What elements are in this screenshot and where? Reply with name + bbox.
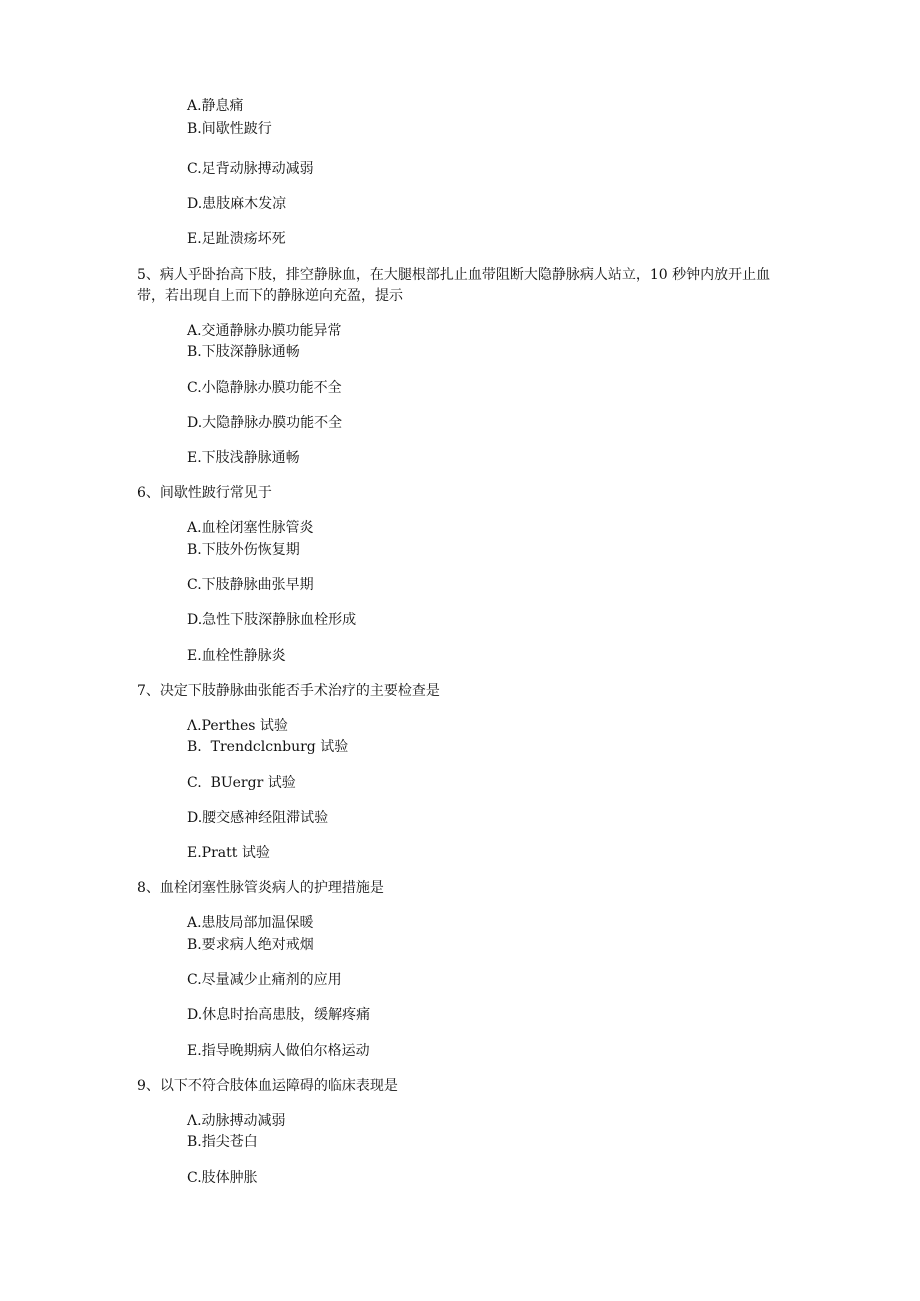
question-8-stem: 8、血栓闭塞性脉管炎病人的护理措施是 [137,880,384,896]
option-c: C.足背动脉搏动减弱 [187,161,314,177]
option-d: D.腰交感神经阻滞试验 [187,810,329,826]
option-c: C.尽量减少止痛剂的应用 [187,972,342,988]
option-b: B. Trendclcnburg 试验 [187,739,349,755]
option-a: A.交通静脉办膜功能异常 [187,323,342,339]
option-a: Λ.Perthes 试验 [187,718,288,734]
option-b: B.下肢深静脉通畅 [187,344,300,360]
option-d: D.休息时抬高患肢，缓解疼痛 [187,1007,371,1023]
option-d: D.患肢麻木发凉 [187,196,287,212]
option-b: B.要求病人绝对戒烟 [187,937,314,953]
option-e: E.足趾溃疡坏死 [187,231,286,247]
option-e: E.Pratt 试验 [187,845,270,861]
option-b: B.间歇性跛行 [187,121,272,137]
option-c: C.小隐静脉办膜功能不全 [187,380,342,396]
option-c: C.下肢静脉曲张早期 [187,577,314,593]
option-a: A.血栓闭塞性脉管炎 [187,520,314,536]
option-c: C. BUergr 试验 [187,775,296,791]
question-7-stem: 7、决定下肢静脉曲张能否手术治疗的主要检查是 [137,683,440,699]
option-e: E.下肢浅静脉通畅 [187,450,300,466]
option-a: A.静息痛 [187,98,244,114]
option-b: B.下肢外伤恢复期 [187,542,300,558]
question-6-stem: 6、间歇性跛行常见于 [137,485,272,501]
option-e: E.血栓性静脉炎 [187,648,286,664]
option-a: A.患肢局部加温保暖 [187,915,314,931]
option-e: E.指导晚期病人做伯尔格运动 [187,1043,370,1059]
option-d: D.大隐静脉办膜功能不全 [187,415,343,431]
option-c: C.肢体肿胀 [187,1170,258,1186]
option-d: D.急性下肢深静脉血栓形成 [187,612,357,628]
option-b: B.指尖苍白 [187,1134,258,1150]
question-5-stem: 5、病人乎卧抬高下肢，排空静脉血，在大腿根部扎止血带阻断大隐静脉病人站立，10 秒钟内放开止血带，若出现自上而下的静脉逆向充盈，提示 [137,267,771,304]
question-9-stem: 9、以下不符合肢体血运障碍的临床表现是 [137,1078,398,1094]
option-a: Λ.动脉搏动减弱 [187,1113,286,1129]
